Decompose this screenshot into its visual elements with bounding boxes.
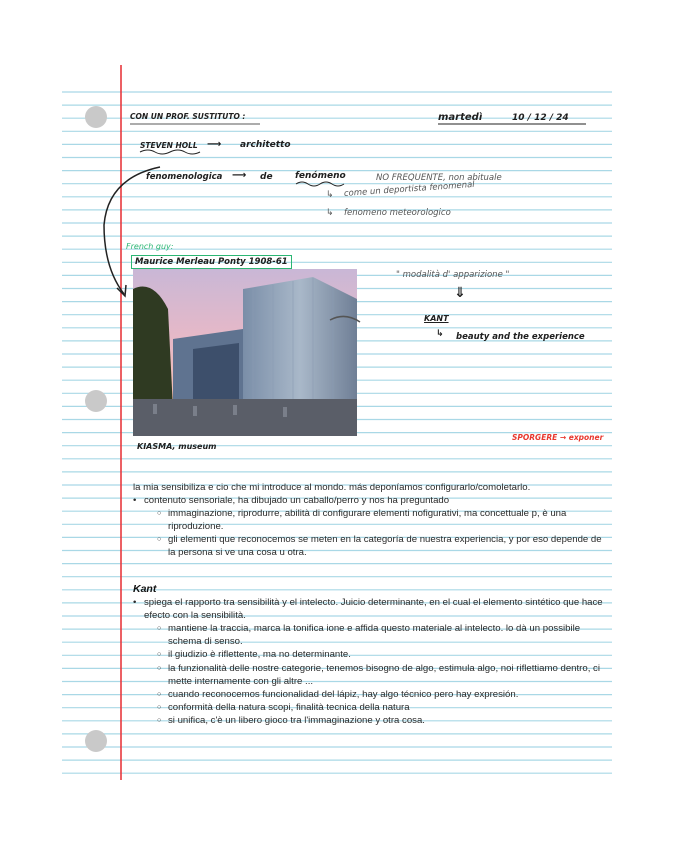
deportista-note: come un deportista fenomenal [343, 179, 475, 199]
kant-handwritten: KANT [424, 314, 449, 323]
subbullet-unifica: ○ si unifica, c'è un libero gioco tra l'immaginazione y otra cosa. [133, 714, 603, 727]
de-note: de [260, 172, 273, 182]
subbullet-funzionalita: ○ la funzionalità delle nostre categorie, tenemos bisogno de algo, estimula algo, noi riflettiamo dentro, ci mette internamente con gli altre ... [133, 662, 603, 688]
intro-line: la mia sensibiliza e cio che mi introduce al mondo. más deponíamos configurarlo/comoletarlo. [133, 482, 531, 493]
subbullet-giudizio: ○ il giudizio è riflettente, ma no determinante. [133, 648, 603, 661]
arrow-right-icon: ⟶ [207, 139, 222, 150]
merleau-ponty-note: Maurice Merleau Ponty 1908-61 [131, 255, 292, 269]
typed-notes-section-1 [133, 481, 603, 560]
steven-holl-note: STEVEN HOLL [140, 141, 198, 150]
modalita-note: " modalità d' apparizione " [396, 270, 510, 280]
no-frequente-note: NO FREQUENTE, non abituale [376, 173, 502, 183]
date-number: 10 / 12 / 24 [512, 113, 569, 123]
date-weekday: martedì [438, 112, 483, 123]
subbullet-traccia: ○ mantiene la traccia, marca la tonifica ione e affida questo materiale al intelecto. lo dà un possibile schema di senso. [133, 622, 603, 648]
double-arrow-down-icon: ⇓ [454, 285, 466, 301]
subbullet-elementi: ○ gli elementi que reconocemos se meten en la categoría de nuestra experiencia, y por eso depende de la persona si ve una cosa u otra. [133, 533, 603, 559]
header-left-note: CON UN PROF. SUSTITUTO : [130, 112, 246, 121]
kiasma-photo [133, 269, 357, 436]
subbullet-immaginazione: ○ immaginazione, riprodurre, abilità di configurare elementi nofigurativi, ma concettuale p, è una riproduzione. [133, 507, 603, 533]
subbullet-lapiz: ○ cuando reconocemos funcionalidad del lápiz, hay algo técnico pero hay expresión. [133, 688, 603, 701]
french-guy-label: French guy: [126, 242, 174, 251]
fenomeno-note: fenómeno [295, 171, 346, 181]
bullet-contenuto: • contenuto sensoriale, ha dibujado un caballo/perro y nos ha preguntado [133, 494, 603, 507]
bullet-spiega: • spiega el rapporto tra sensibilità y el intelecto. Juicio determinante, en el cual el elemento sintético que hace efecto con la sensibilità. [133, 596, 603, 622]
sporgere-note: SPORGERE → exponer [512, 433, 604, 442]
arrow-hook-icon-3: ↳ [436, 329, 444, 339]
subbullet-conformita: ○ conformità della natura scopi, finalità tecnica della natura [133, 701, 603, 714]
arrow-right-icon-2: ⟶ [232, 170, 247, 181]
kant-heading: Kant [133, 583, 157, 595]
meteorologico-note: fenomeno meteorologico [344, 208, 451, 218]
pen-scribble [328, 314, 362, 326]
kiasma-caption: KIASMA, museum [137, 442, 217, 451]
fenomenologica-note: fenomenologica [146, 172, 223, 182]
beauty-note: beauty and the experience [456, 332, 585, 342]
arrow-hook-icon: ↳ [326, 190, 334, 200]
typed-notes-kant [133, 583, 603, 727]
arrow-hook-icon-2: ↳ [326, 208, 334, 218]
architetto-note: architetto [240, 140, 291, 150]
